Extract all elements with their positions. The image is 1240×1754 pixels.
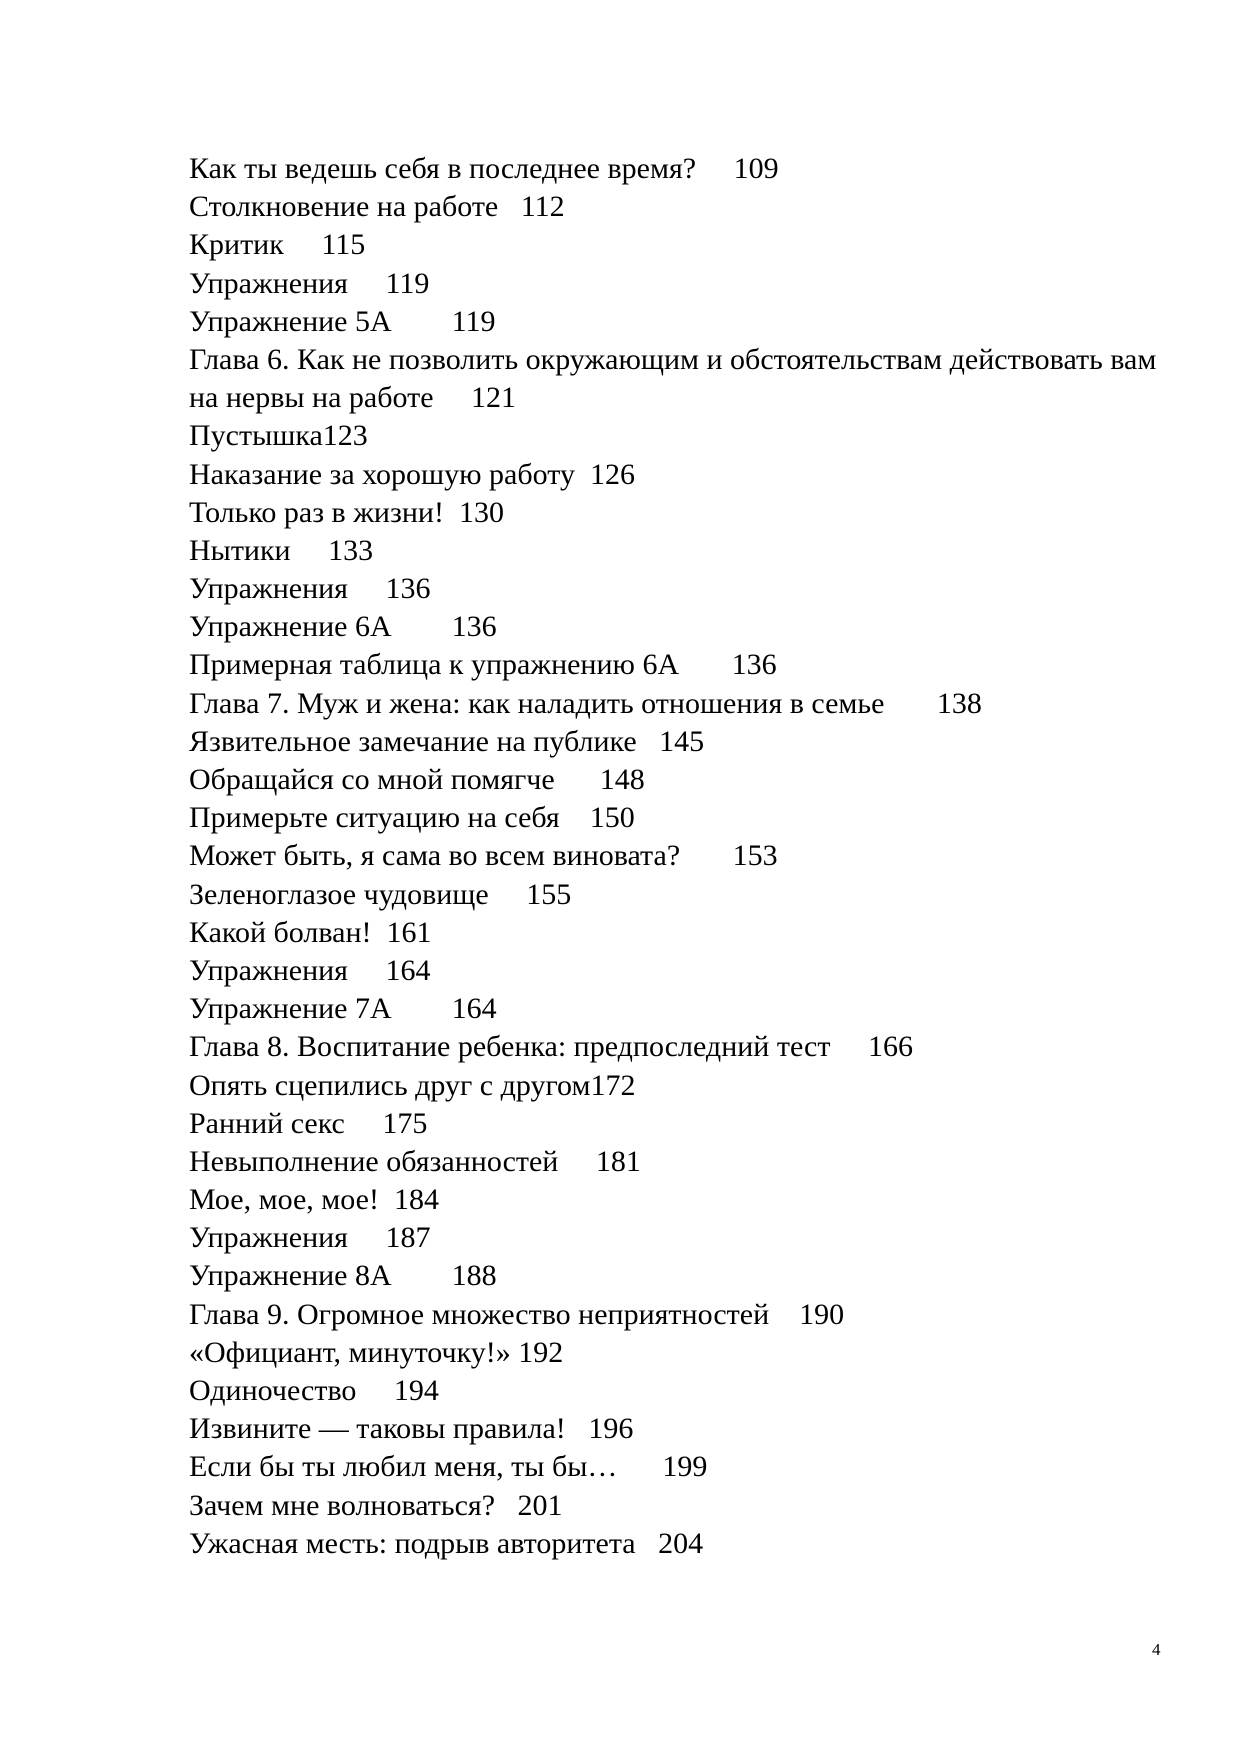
toc-entry-title: Ужасная месть: подрыв авторитета bbox=[189, 1526, 636, 1560]
table-of-contents bbox=[189, 150, 1189, 1563]
toc-entry-separator bbox=[392, 610, 452, 643]
toc-entry-title: Опять сцепились друг с другом bbox=[189, 1068, 591, 1102]
toc-entry bbox=[189, 837, 1189, 875]
toc-entry-separator bbox=[769, 1298, 799, 1331]
toc-entry-separator bbox=[637, 725, 660, 758]
toc-entry-title: Только раз в жизни! bbox=[189, 495, 444, 529]
toc-entry bbox=[189, 494, 1189, 532]
toc-entry-title: Как ты ведешь себя в последнее время? bbox=[189, 152, 697, 185]
toc-entry-title: Столкновение на работе bbox=[189, 190, 499, 224]
toc-entry-page-number: 115 bbox=[321, 228, 366, 262]
toc-entry-page-number: 136 bbox=[385, 572, 431, 606]
toc-entry-page-number: 153 bbox=[732, 839, 778, 873]
toc-entry bbox=[189, 1067, 1189, 1105]
toc-entry-page-number: 155 bbox=[526, 877, 572, 911]
toc-entry-page-number: 190 bbox=[799, 1297, 845, 1331]
toc-entry-page-number: 123 bbox=[322, 419, 368, 453]
toc-entry-page-number: 136 bbox=[731, 648, 777, 682]
toc-entry-separator bbox=[560, 801, 590, 834]
toc-entry-page-number: 201 bbox=[517, 1488, 563, 1522]
toc-entry-page-number: 138 bbox=[936, 686, 982, 720]
toc-entry-title: «Официант, минуточку!» bbox=[189, 1335, 511, 1369]
toc-entry-separator bbox=[696, 152, 734, 185]
toc-entry bbox=[189, 1525, 1189, 1563]
page-number: 4 bbox=[1152, 1640, 1161, 1659]
toc-entry-separator bbox=[680, 839, 733, 872]
toc-entry-separator bbox=[372, 916, 387, 949]
toc-entry-separator bbox=[444, 496, 459, 529]
toc-entry-title: Мое, мое, мое! bbox=[189, 1183, 379, 1217]
toc-entry-title: Может быть, я сама во всем виновата? bbox=[189, 839, 681, 873]
toc-entry-separator bbox=[434, 381, 472, 414]
toc-entry-page-number: 148 bbox=[599, 763, 645, 797]
toc-entry-title: Упражнение 5А bbox=[189, 304, 392, 338]
toc-entry-page-number: 164 bbox=[451, 992, 497, 1026]
toc-entry-title: Невыполнение обязанностей bbox=[189, 1144, 559, 1178]
toc-entry-separator bbox=[379, 1183, 394, 1216]
toc-entry-page-number: 130 bbox=[458, 495, 504, 529]
toc-entry bbox=[189, 952, 1189, 990]
toc-entry-page-number: 172 bbox=[590, 1068, 636, 1102]
toc-entry bbox=[189, 914, 1189, 952]
toc-entry-title: Примерная таблица к упражнению 6А bbox=[189, 648, 680, 682]
toc-entry-title: Упражнение 6А bbox=[189, 610, 392, 644]
toc-entry bbox=[189, 876, 1189, 914]
toc-entry-separator bbox=[356, 1374, 394, 1407]
toc-entry-page-number: 112 bbox=[520, 190, 565, 224]
toc-entry-title: Глава 8. Воспитание ребенка: предпоследний тест bbox=[189, 1030, 831, 1064]
toc-entry-page-number: 161 bbox=[386, 915, 432, 949]
toc-entry-page-number: 121 bbox=[471, 381, 517, 415]
toc-entry-separator bbox=[575, 458, 590, 491]
toc-entry-page-number: 133 bbox=[328, 533, 374, 567]
toc-entry-separator bbox=[555, 763, 600, 796]
toc-entry-page-number: 192 bbox=[518, 1335, 564, 1369]
toc-entry-page-number: 150 bbox=[589, 801, 635, 835]
toc-entry-separator bbox=[348, 267, 386, 300]
toc-entry-page-number: 199 bbox=[662, 1450, 708, 1484]
toc-entry-separator bbox=[348, 954, 386, 987]
toc-entry bbox=[189, 723, 1189, 761]
toc-entry-title: Извините — таковы правила! bbox=[189, 1412, 566, 1446]
toc-entry-separator bbox=[392, 305, 452, 338]
toc-entry-title: Пустышка bbox=[189, 419, 323, 453]
toc-entry-separator bbox=[636, 1527, 659, 1560]
toc-entry bbox=[189, 1487, 1189, 1525]
toc-entry bbox=[189, 990, 1189, 1028]
toc-entry-separator bbox=[830, 1030, 868, 1063]
toc-entry bbox=[189, 1219, 1189, 1257]
toc-entry-separator bbox=[348, 572, 386, 605]
toc-entry bbox=[189, 303, 1189, 341]
toc-entry-separator bbox=[495, 1489, 518, 1522]
toc-entry-title: Упражнения bbox=[189, 953, 348, 987]
toc-entry-page-number: 184 bbox=[393, 1183, 439, 1217]
toc-entry bbox=[189, 685, 1189, 723]
toc-entry bbox=[189, 1143, 1189, 1181]
toc-entry-title: Какой болван! bbox=[189, 915, 372, 949]
toc-entry-page-number: 187 bbox=[385, 1221, 431, 1255]
toc-entry bbox=[189, 1410, 1189, 1448]
toc-entry bbox=[189, 799, 1189, 837]
toc-entry-title: Зачем мне волноваться? bbox=[189, 1488, 496, 1522]
toc-entry-separator bbox=[558, 1145, 596, 1178]
toc-entry bbox=[189, 532, 1189, 570]
toc-entry-title: Если бы ты любил меня, ты бы… bbox=[189, 1450, 618, 1484]
toc-entry bbox=[189, 226, 1189, 264]
toc-entry-separator bbox=[566, 1412, 589, 1445]
toc-entry bbox=[189, 1105, 1189, 1143]
toc-entry-page-number: 175 bbox=[382, 1106, 428, 1140]
toc-entry-separator bbox=[498, 190, 521, 223]
toc-entry bbox=[189, 1257, 1189, 1295]
toc-entry-title: Нытики bbox=[189, 533, 291, 567]
toc-entry-title: Упражнение 8А bbox=[189, 1259, 392, 1293]
toc-entry-page-number: 196 bbox=[588, 1412, 634, 1446]
toc-entry-separator bbox=[291, 534, 329, 567]
toc-entry bbox=[189, 1372, 1189, 1410]
toc-entry bbox=[189, 265, 1189, 303]
toc-entry bbox=[189, 1028, 1189, 1066]
toc-entry-page-number: 145 bbox=[659, 724, 705, 758]
toc-entry-page-number: 181 bbox=[595, 1144, 641, 1178]
toc-entry-title: Ранний секс bbox=[189, 1106, 345, 1140]
toc-entry-page-number: 109 bbox=[733, 152, 779, 185]
toc-entry bbox=[189, 570, 1189, 608]
toc-entry-page-number: 166 bbox=[867, 1030, 913, 1064]
toc-entry-page-number: 194 bbox=[393, 1374, 439, 1408]
toc-entry bbox=[189, 417, 1189, 455]
toc-entry-page-number: 188 bbox=[451, 1259, 497, 1293]
toc-entry-separator bbox=[345, 1107, 383, 1140]
toc-entry-title: Язвительное замечание на публике bbox=[189, 724, 637, 758]
toc-entry-separator bbox=[392, 992, 452, 1025]
toc-entry-separator bbox=[884, 687, 937, 720]
toc-entry bbox=[189, 1181, 1189, 1219]
toc-entry-separator bbox=[348, 1221, 386, 1254]
toc-entry bbox=[189, 341, 1189, 417]
toc-entry-separator bbox=[392, 1259, 452, 1292]
toc-entry bbox=[189, 150, 1189, 188]
toc-entry bbox=[189, 608, 1189, 646]
toc-entry bbox=[189, 1296, 1189, 1334]
toc-entry-page-number: 164 bbox=[385, 953, 431, 987]
toc-entry-title: Примерьте ситуацию на себя bbox=[189, 801, 560, 835]
toc-entry-page-number: 204 bbox=[658, 1526, 704, 1560]
toc-entry-title: Глава 7. Муж и жена: как наладить отношения в семье bbox=[189, 686, 885, 720]
toc-entry bbox=[189, 456, 1189, 494]
toc-entry-title: Наказание за хорошую работу bbox=[189, 457, 575, 491]
toc-entry-title: Упражнения bbox=[189, 266, 348, 300]
toc-entry-title: Упражнения bbox=[189, 1221, 348, 1255]
toc-entry-title: Зеленоглазое чудовище bbox=[189, 877, 489, 911]
toc-entry bbox=[189, 1448, 1189, 1486]
toc-entry-page-number: 126 bbox=[589, 457, 635, 491]
toc-entry-separator bbox=[679, 648, 732, 681]
toc-entry bbox=[189, 188, 1189, 226]
toc-entry-separator bbox=[617, 1450, 662, 1483]
toc-entry-title: Одиночество bbox=[189, 1374, 357, 1408]
toc-entry-title: Критик bbox=[189, 228, 284, 262]
toc-entry bbox=[189, 646, 1189, 684]
toc-entry-page-number: 119 bbox=[451, 304, 496, 338]
toc-entry-page-number: 119 bbox=[385, 266, 430, 300]
toc-entry-separator bbox=[284, 228, 322, 261]
toc-entry-title: Обращайся со мной помягче bbox=[189, 763, 555, 797]
toc-entry-title: Упражнения bbox=[189, 572, 348, 606]
toc-entry bbox=[189, 761, 1189, 799]
toc-entry-title: Глава 6. Как не позволить окружающим и обстоятельствам действовать вам на нервы на работе bbox=[189, 342, 1157, 415]
toc-entry-title: Упражнение 7А bbox=[189, 992, 392, 1026]
toc-entry-page-number: 136 bbox=[451, 610, 497, 644]
toc-entry-title: Глава 9. Огромное множество неприятностей bbox=[189, 1297, 770, 1331]
toc-entry-separator bbox=[489, 878, 527, 911]
toc-entry bbox=[189, 1334, 1189, 1372]
